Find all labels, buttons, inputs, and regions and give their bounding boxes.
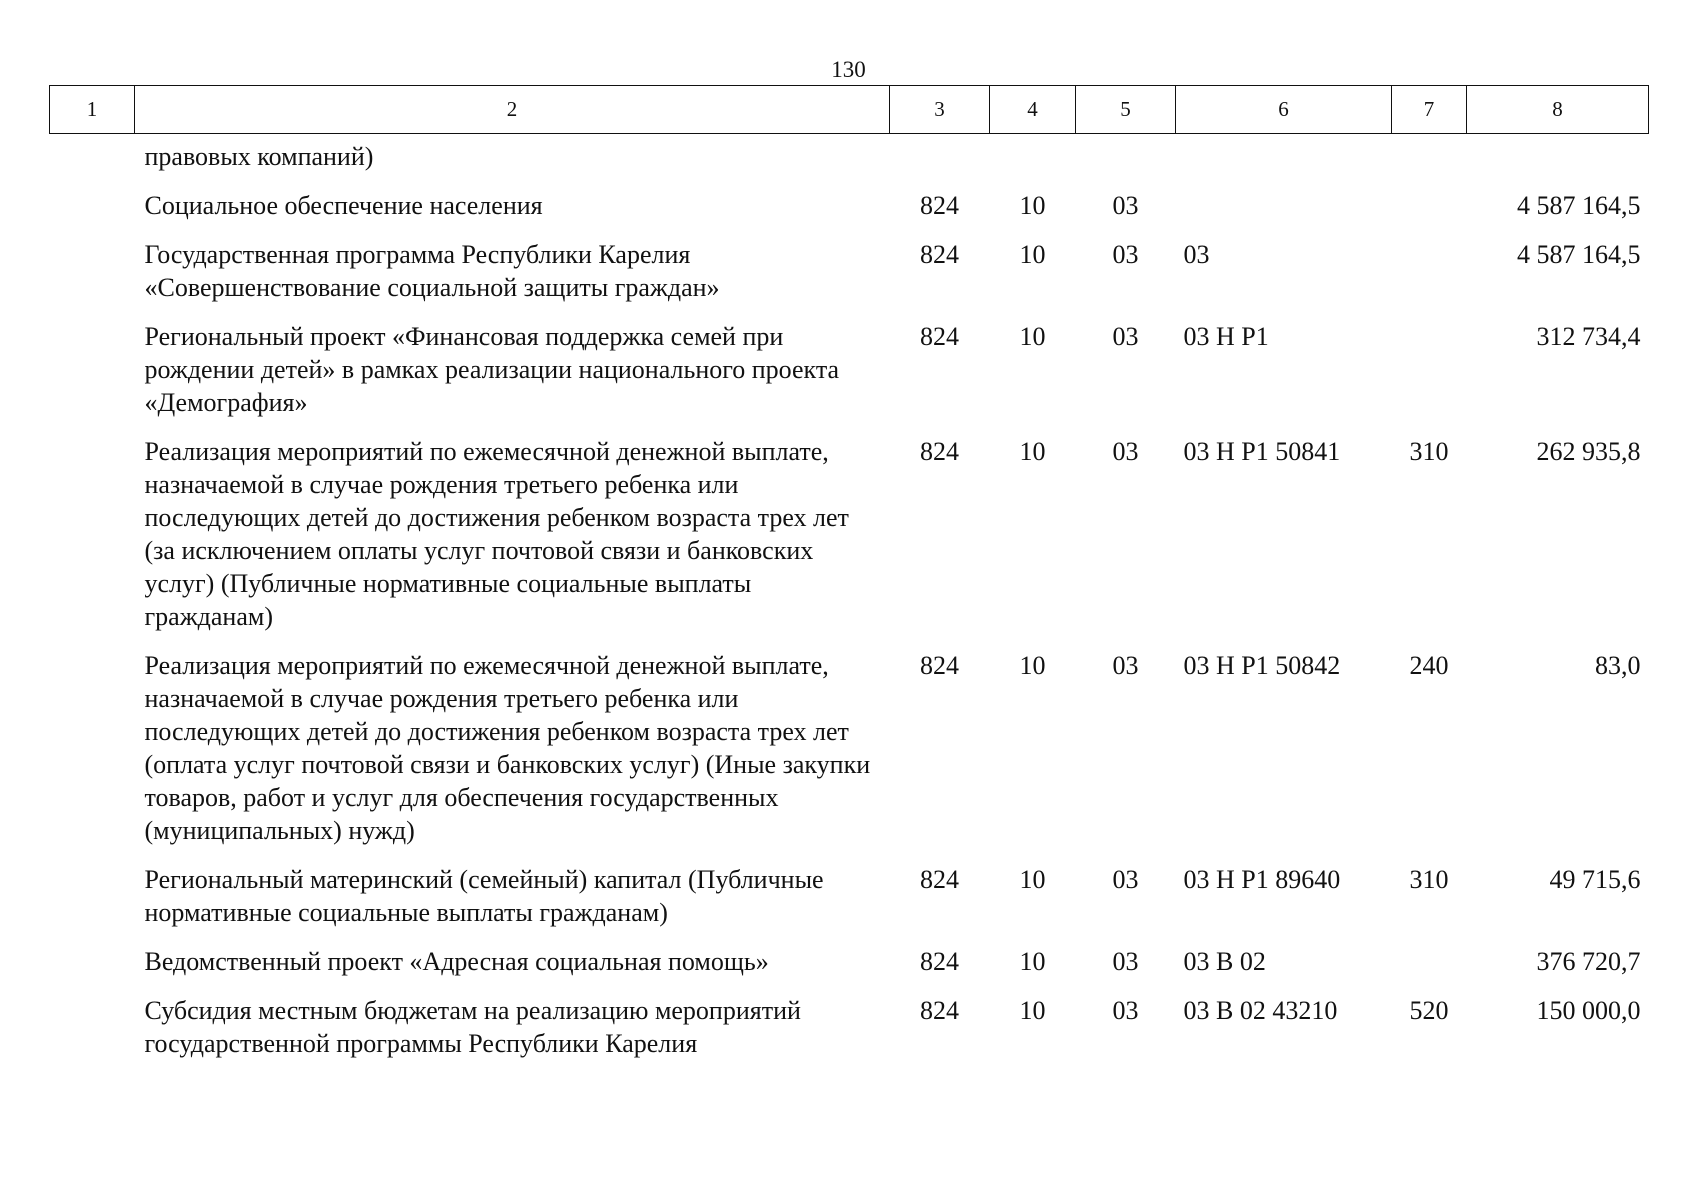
grbs-code: 824: [920, 240, 959, 269]
item-name: Субсидия местным бюджетам на реализацию мероприятий государственной программы Республики Карелия: [144, 996, 801, 1058]
grbs-code: 824: [920, 437, 959, 466]
expense-type-code: [1392, 945, 1467, 994]
target-article-code: 03 В 02: [1183, 947, 1266, 976]
table-row: [50, 435, 1649, 649]
section-code: 10: [1019, 651, 1046, 680]
table-header: [50, 86, 1649, 134]
header-col-2: 2: [135, 86, 890, 134]
expense-type-code: [1392, 320, 1467, 435]
section-code: 10: [1019, 240, 1046, 269]
subsection-code: 03: [1112, 947, 1139, 976]
header-col-4: 4: [990, 86, 1076, 134]
table-row: [50, 863, 1649, 945]
expense-type-code: [1392, 134, 1467, 190]
header-col-3: 3: [890, 86, 990, 134]
grbs-code: 824: [920, 322, 959, 351]
section-code: 10: [1019, 322, 1046, 351]
amount: 262 935,8: [1536, 437, 1641, 466]
row-index-cell: [50, 994, 135, 1076]
row-index-cell: [50, 435, 135, 649]
expense-type-code: 310: [1409, 437, 1449, 466]
subsection-code: 03: [1112, 437, 1139, 466]
grbs-code: [890, 134, 990, 190]
amount: 4 587 164,5: [1517, 240, 1641, 269]
table-row: [50, 134, 1649, 190]
section-code: 10: [1019, 191, 1046, 220]
expense-type-code: [1392, 189, 1467, 238]
header-col-7: 7: [1392, 86, 1467, 134]
table-row: [50, 994, 1649, 1076]
grbs-code: 824: [920, 191, 959, 220]
subsection-code: 03: [1112, 651, 1139, 680]
table-body: [50, 134, 1649, 1077]
header-col-6: 6: [1176, 86, 1392, 134]
subsection-code: 03: [1112, 240, 1139, 269]
header-col-1: 1: [50, 86, 135, 134]
subsection-code: [1076, 134, 1176, 190]
item-name: Ведомственный проект «Адресная социальная помощь»: [144, 947, 769, 976]
target-article-code: 03 В 02 43210: [1183, 996, 1338, 1025]
header-col-8: 8: [1467, 86, 1649, 134]
item-name: Государственная программа Республики Карелия «Совершенствование социальной защиты граждан»: [144, 240, 720, 302]
section-code: 10: [1019, 947, 1046, 976]
expense-type-code: 520: [1409, 996, 1449, 1025]
amount: 49 715,6: [1549, 865, 1641, 894]
expense-type-code: [1392, 238, 1467, 320]
target-article-code: 03 Н Р1: [1183, 322, 1269, 351]
table-row: [50, 238, 1649, 320]
row-index-cell: [50, 134, 135, 190]
amount: 312 734,4: [1536, 322, 1641, 351]
expense-type-code: 310: [1409, 865, 1449, 894]
grbs-code: 824: [920, 947, 959, 976]
subsection-code: 03: [1112, 322, 1139, 351]
amount: [1467, 134, 1649, 190]
target-article-code: [1176, 189, 1392, 238]
table-row: [50, 320, 1649, 435]
page-number: 130: [831, 57, 866, 82]
budget-table: [49, 85, 1649, 1076]
subsection-code: 03: [1112, 996, 1139, 1025]
item-name: Региональный материнский (семейный) капитал (Публичные нормативные социальные выплаты гражданам): [144, 865, 824, 927]
target-article-code: 03 Н Р1 89640: [1183, 865, 1341, 894]
amount: 83,0: [1595, 651, 1641, 680]
header-row: [50, 86, 1649, 134]
row-index-cell: [50, 649, 135, 863]
item-name: Региональный проект «Финансовая поддержка семей при рождении детей» в рамках реализации национального проекта «Демография»: [144, 322, 840, 417]
amount: 376 720,7: [1536, 947, 1641, 976]
item-name: Реализация мероприятий по ежемесячной денежной выплате, назначаемой в случае рождения третьего ребенка или последующих детей до достижения ребенком возраста трех лет (оплата услуг почтовой связи и банковских услуг) (Иные закупки товаров, работ и услуг для обеспечения государственных (муниципальных) нужд): [144, 651, 871, 845]
row-index-cell: [50, 945, 135, 994]
section-code: 10: [1019, 865, 1046, 894]
expense-type-code: 240: [1409, 651, 1449, 680]
target-article-code: [1176, 134, 1392, 190]
target-article-code: 03 Н Р1 50842: [1183, 651, 1341, 680]
subsection-code: 03: [1112, 865, 1139, 894]
table-row: [50, 945, 1649, 994]
row-index-cell: [50, 189, 135, 238]
row-index-cell: [50, 320, 135, 435]
section-code: 10: [1019, 437, 1046, 466]
item-name: Реализация мероприятий по ежемесячной денежной выплате, назначаемой в случае рождения третьего ребенка или последующих детей до достижения ребенком возраста трех лет (за исключением оплаты услуг почтовой связи и банковских услуг) (Публичные нормативные социальные выплаты гражданам): [144, 437, 849, 631]
item-name: правовых компаний): [144, 142, 374, 171]
table-row: [50, 189, 1649, 238]
header-col-5: 5: [1076, 86, 1176, 134]
row-index-cell: [50, 238, 135, 320]
subsection-code: 03: [1112, 191, 1139, 220]
grbs-code: 824: [920, 996, 959, 1025]
amount: 4 587 164,5: [1517, 191, 1641, 220]
grbs-code: 824: [920, 865, 959, 894]
target-article-code: 03: [1183, 240, 1210, 269]
section-code: 10: [1019, 996, 1046, 1025]
row-index-cell: [50, 863, 135, 945]
amount: 150 000,0: [1536, 996, 1641, 1025]
table-row: [50, 649, 1649, 863]
section-code: [990, 134, 1076, 190]
target-article-code: 03 Н Р1 50841: [1183, 437, 1341, 466]
item-name: Социальное обеспечение населения: [144, 191, 543, 220]
grbs-code: 824: [920, 651, 959, 680]
